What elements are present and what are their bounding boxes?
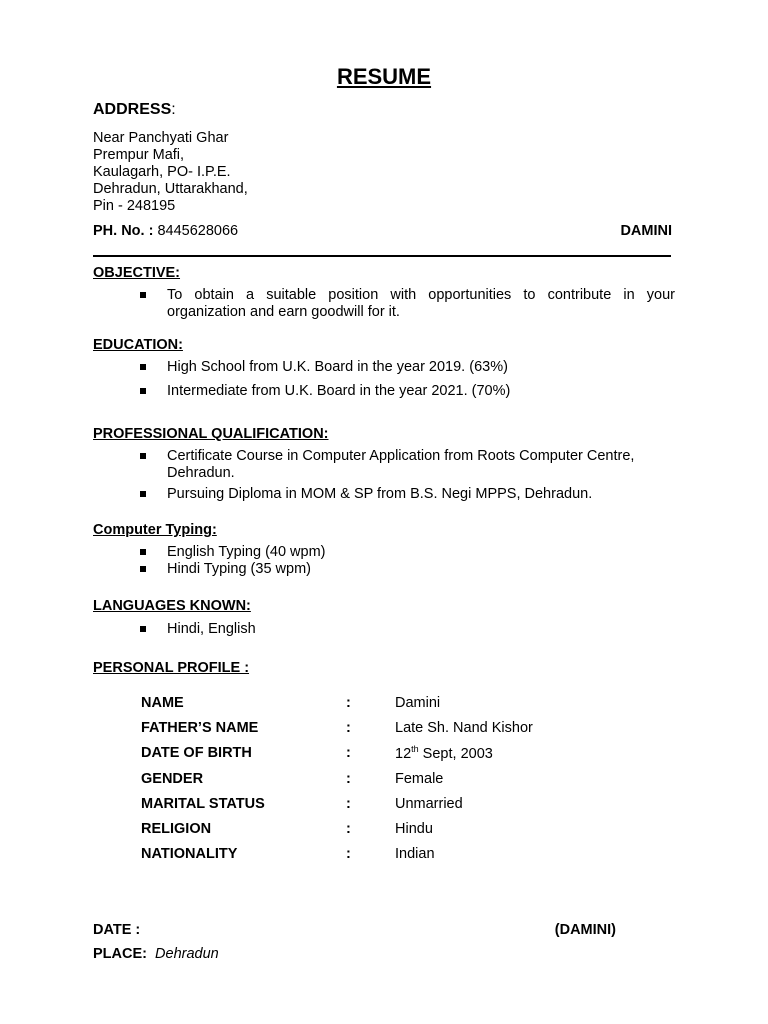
profile-value: Indian [395,846,435,863]
place-label: PLACE: [93,946,147,962]
profile-separator: : [346,795,351,812]
table-row [141,816,533,841]
place-line [93,946,219,962]
list-item: Hindi, English [140,621,675,638]
profile-separator: : [346,821,351,838]
languages-list [140,621,675,638]
profile-value: Hindu [395,821,433,838]
profile-separator: : [346,745,351,762]
languages-heading: LANGUAGES KNOWN: [93,598,251,614]
education-list [140,359,675,400]
resume-title: RESUME [336,64,432,89]
address-line: Near Panchyati Ghar [93,130,229,146]
profile-separator: : [346,719,351,736]
profile-separator: : [346,846,351,863]
profile-separator: : [346,770,351,787]
profile-heading: PERSONAL PROFILE : [93,660,250,676]
list-item: Certificate Course in Computer Application from Roots Computer Centre, Dehradun. [140,448,675,482]
address-line: Dehradun, Uttarakhand, [93,181,248,197]
profile-label: FATHER’S NAME [141,719,259,736]
personal-profile-table [141,690,533,867]
objective-list [140,287,675,321]
profile-value: Late Sh. Nand Kishor [395,719,533,736]
list-item: High School from U.K. Board in the year 2019. (63%) [140,359,675,376]
profile-label: NAME [141,694,184,711]
profile-value: Damini [395,694,441,711]
profile-value: Unmarried [395,795,463,812]
profile-label: MARITAL STATUS [141,795,265,812]
list-item: Hindi Typing (35 wpm) [140,561,675,578]
address-line: Pin - 248195 [93,198,176,214]
list-item: English Typing (40 wpm) [140,544,675,561]
list-item: To obtain a suitable position with opportunities to contribute in your organization and earn goodwill for it. [140,287,675,321]
profile-value: Female [395,770,444,787]
table-row [141,690,533,715]
date-label: DATE : [93,922,141,938]
list-item: Intermediate from U.K. Board in the year 2021. (70%) [140,383,675,400]
phone-line [93,223,238,239]
table-row [141,715,533,740]
signature-name: (DAMINI) [554,922,616,938]
profile-label: NATIONALITY [141,846,238,863]
table-row [141,791,533,816]
objective-heading: OBJECTIVE: [93,265,181,281]
education-heading: EDUCATION: [93,337,183,353]
professional-heading: PROFESSIONAL QUALIFICATION: [93,426,329,442]
table-row [141,741,533,766]
table-row [141,842,533,867]
typing-list [140,544,675,578]
address-block [93,130,248,215]
profile-separator: : [346,694,351,711]
profile-label: GENDER [141,770,204,787]
header-divider [93,255,671,257]
address-heading: ADDRESS: [93,101,176,118]
header-name: DAMINI [620,223,672,239]
phone-label: PH. No. : [93,223,154,239]
phone-value: 8445628066 [157,223,239,239]
address-line: Prempur Mafi, [93,147,185,163]
typing-heading: Computer Typing: [93,522,217,538]
profile-value: 12th Sept, 2003 [395,744,493,763]
professional-list [140,448,675,503]
place-value: Dehradun [155,946,219,962]
profile-label: RELIGION [141,821,212,838]
profile-label: DATE OF BIRTH [141,745,252,762]
table-row [141,766,533,791]
address-line: Kaulagarh, PO- I.P.E. [93,164,231,180]
list-item: Pursuing Diploma in MOM & SP from B.S. Negi MPPS, Dehradun. [140,486,675,503]
